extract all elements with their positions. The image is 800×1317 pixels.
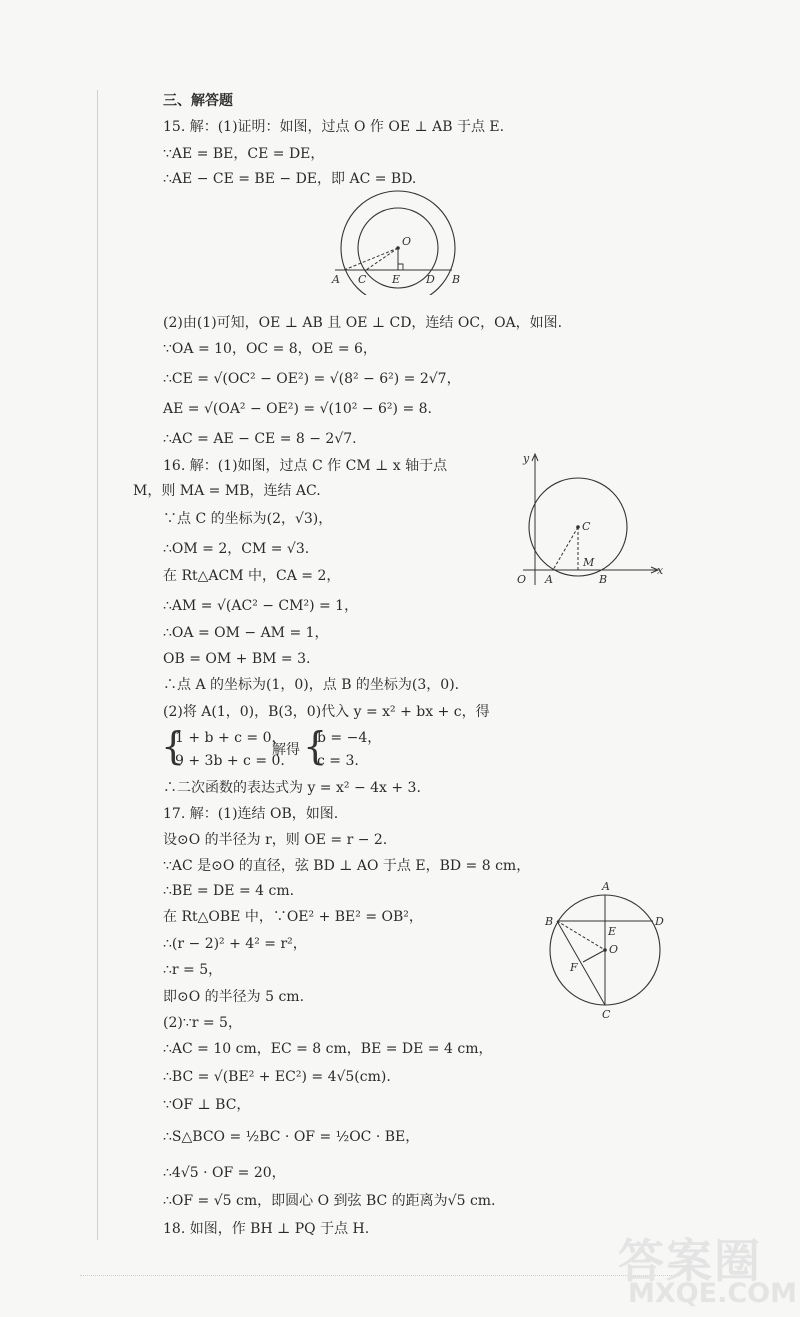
label-B: B	[599, 573, 608, 586]
label-M: M	[583, 556, 595, 569]
text-line: 在 Rt△OBE 中，∵OE² + BE² = OB²，	[163, 909, 423, 925]
label-A: A	[332, 273, 340, 286]
text-line: ∵AC 是⊙O 的直径，弦 BD ⊥ AO 于点 E，BD = 8 cm，	[163, 858, 531, 874]
solution-2: c = 3.	[317, 753, 359, 769]
figure-chord-circle	[540, 878, 675, 1023]
label-D: D	[426, 273, 435, 286]
text-line: ∴r = 5，	[163, 962, 223, 978]
text-line: (2)∵r = 5，	[163, 1015, 242, 1031]
section-title: 三、解答题	[163, 93, 233, 109]
left-brace: {	[161, 724, 186, 768]
text-line: ∴CE = √(OC² − OE²) = √(8² − 6²) = 2√7，	[163, 371, 461, 387]
text-line: ∵AE = BE，CE = DE，	[163, 146, 325, 162]
equation-2: 9 + 3b + c = 0.	[175, 753, 285, 769]
text-line: 即⊙O 的半径为 5 cm.	[163, 989, 305, 1005]
label-O: O	[517, 573, 527, 586]
text-line: ∴二次函数的表达式为 y = x² − 4x + 3.	[163, 780, 421, 796]
text-line: ∴OA = OM − AM = 1，	[163, 625, 329, 641]
text-line: ∴AC = AE − CE = 8 − 2√7.	[163, 431, 357, 447]
text-line: 在 Rt△ACM 中，CA = 2，	[163, 568, 341, 584]
label-C: C	[602, 1008, 611, 1021]
label-C: C	[358, 273, 367, 286]
text-line: ∴BE = DE = 4 cm.	[163, 883, 295, 899]
text-line: ∵点 C 的坐标为(2，√3)，	[163, 511, 333, 527]
figure-coordinate-circle	[505, 450, 665, 590]
watermark-url: MXQE.COM	[628, 1278, 797, 1309]
label-E: E	[608, 925, 617, 938]
text-line: (2)将 A(1，0)，B(3，0)代入 y = x² + bx + c，得	[163, 704, 490, 720]
label-D: D	[655, 915, 664, 928]
text-line: 设⊙O 的半径为 r，则 OE = r − 2.	[163, 832, 388, 848]
label-B: B	[452, 273, 461, 286]
label-y: y	[523, 452, 530, 465]
label-A: A	[545, 573, 553, 586]
label-C: C	[582, 520, 591, 533]
label-O: O	[609, 943, 619, 956]
watermark-logo: 答案圈	[618, 1234, 762, 1288]
text-line: 17. 解：(1)连结 OB，如图.	[163, 806, 339, 822]
margin-rule	[97, 90, 98, 1240]
text-line: ∴4√5 · OF = 20，	[163, 1165, 286, 1181]
label-B: B	[545, 915, 554, 928]
text-line: ∴OF = √5 cm，即圆心 O 到弦 BC 的距离为√5 cm.	[163, 1193, 496, 1209]
label-A: A	[602, 880, 610, 893]
text-line: ∴点 A 的坐标为(1，0)，点 B 的坐标为(3，0).	[163, 677, 460, 693]
text-line: ∵OF ⊥ BC，	[163, 1097, 251, 1113]
right-brace: {	[303, 724, 328, 768]
text-line: ∴AM = √(AC² − CM²) = 1，	[163, 598, 359, 614]
label-x: x	[657, 564, 664, 577]
text-line: 15. 解：(1)证明：如图，过点 O 作 OE ⊥ AB 于点 E.	[163, 119, 505, 135]
bottom-rule	[80, 1275, 680, 1276]
equation-1: 1 + b + c = 0，	[175, 730, 286, 746]
label-E: E	[392, 273, 401, 286]
text-line: ∴AC = 10 cm，EC = 8 cm，BE = DE = 4 cm，	[163, 1041, 493, 1057]
text-line: (2)由(1)可知，OE ⊥ AB 且 OE ⊥ CD，连结 OC，OA，如图.	[163, 315, 563, 331]
text-line: ∴S△BCO = ½BC · OF = ½OC · BE，	[163, 1129, 420, 1145]
text-line: ∴AE − CE = BE − DE，即 AC = BD.	[163, 171, 417, 187]
solve-label: 解得	[272, 742, 300, 758]
figure-concentric-circles	[330, 190, 470, 295]
text-line: ∴BC = √(BE² + EC²) = 4√5(cm).	[163, 1069, 391, 1085]
text-line: AE = √(OA² − OE²) = √(10² − 6²) = 8.	[163, 401, 432, 417]
text-line: M，则 MA = MB，连结 AC.	[133, 483, 321, 499]
text-line: ∵OA = 10，OC = 8，OE = 6，	[163, 341, 377, 357]
text-line: 16. 解：(1)如图，过点 C 作 CM ⊥ x 轴于点	[163, 458, 448, 474]
text-line: 18. 如图，作 BH ⊥ PQ 于点 H.	[163, 1221, 370, 1237]
text-line: OB = OM + BM = 3.	[163, 651, 311, 667]
label-O: O	[402, 235, 412, 248]
solution-1: b = −4，	[317, 730, 382, 746]
text-line: ∴OM = 2，CM = √3.	[163, 541, 310, 557]
text-line: ∴(r − 2)² + 4² = r²，	[163, 936, 307, 952]
label-F: F	[570, 961, 578, 974]
